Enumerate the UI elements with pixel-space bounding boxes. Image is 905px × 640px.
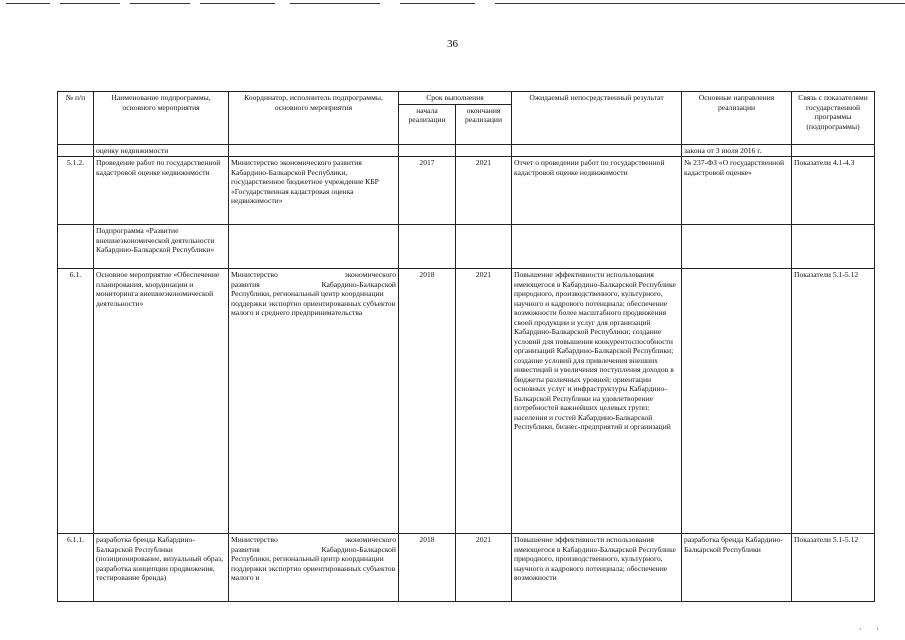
- cell-directions: [682, 269, 792, 534]
- cell-directions: разработка бренда Кабардино-Балкарской Республики: [682, 534, 792, 602]
- cell-directions: № 237-ФЗ «О государственной кадастровой оценке»: [682, 157, 792, 225]
- cell-name: Основное мероприятие «Обеспечение планирования, координации и мониторинга внешнеэкономической деятельности»: [94, 269, 229, 534]
- page-number: 36: [447, 38, 458, 50]
- col-header-coordinator: Координатор, исполнитель подпрограммы, основного мероприятия: [229, 92, 399, 145]
- cell-link: Показатели 4.1-4.3: [792, 157, 875, 225]
- cell-result: Отчет о проведении работ по государственной кадастровой оценке недвижимости: [512, 157, 682, 225]
- program-table: [57, 91, 875, 602]
- cell-coordinator: Министерство экономического развития Кабардино-Балкарской Республики, региональный центр координации поддержки экспортно ориентированных субъектов малого и среднего предпринимательства: [229, 269, 399, 534]
- cell-num: 6.1.: [58, 269, 94, 534]
- cell-start: 2018: [399, 534, 456, 602]
- cell-end: 2021: [456, 269, 512, 534]
- cell-name: разработка бренда Кабардино-Балкарской Республики (позиционирование, визуальный образ, разработка концепции продвижения, тестирование бренда): [94, 534, 229, 602]
- cell-end: 2021: [456, 157, 512, 225]
- cell-subprogram: Подпрограмма «Развитие внешнеэкономической деятельности Кабардино-Балкарской Республики»: [94, 225, 229, 269]
- table-row: [58, 144, 875, 157]
- table-row: [58, 157, 875, 225]
- table-row: [58, 534, 875, 602]
- cell-name: Проведение работ по государственной кадастровой оценке недвижимости: [94, 157, 229, 225]
- cell-name: оценку недвижимости: [94, 144, 229, 157]
- cell-link: Показатели 5.1-5.12: [792, 269, 875, 534]
- cell-end: 2021: [456, 534, 512, 602]
- col-header-name: Наименование подпрограммы, основного мероприятия: [94, 92, 229, 145]
- col-header-directions: Основные направления реализации: [682, 92, 792, 145]
- cell-result: Повышение эффективности использования имеющегося в Кабардино-Балкарской Республике природного, производственного, культурного, научного и кадрового потенциала; обеспечение возможности более масштабного продвижения своей продукции и услуг для организаций Кабардино-Балкарской Республики; создание условий для повышения конкурентоспособности организаций Кабардино-Балкарской Республики; создание условий для привлечения внешних инвестиций и увеличения поступления доходов в бюджеты различных уровней; ориентации основных услуг и инфраструктуры Кабардино-Балкарской Республики на удовлетворение потребностей важнейших целевых групп: населения и гостей Кабардино-Балкарской Республики, бизнес-предприятий и организаций: [512, 269, 682, 534]
- cell-coordinator: Министерство экономического развития Кабардино-Балкарской Республики, государственное бюджетное учреждение КБР «Государственная кадастровая оценка недвижимости»: [229, 157, 399, 225]
- col-header-end: окончания реализации: [456, 104, 512, 144]
- col-header-start: начала реализации: [399, 104, 456, 144]
- cell-link: Показатели 5.1-5.12: [792, 534, 875, 602]
- scan-marks: · ·: [858, 624, 885, 634]
- top-rule: [400, 3, 475, 4]
- col-header-result: Ожидаемый непосредственный результат: [512, 92, 682, 145]
- top-rule: [200, 3, 275, 4]
- cell-start: 2017: [399, 157, 456, 225]
- cell-start: 2018: [399, 269, 456, 534]
- cell-num: 5.1.2.: [58, 157, 94, 225]
- top-rule: [6, 3, 50, 4]
- col-header-link: Связь с показателями государственной программы (подпрограммы): [792, 92, 875, 145]
- cell-coordinator: Министерство экономического развития Кабардино-Балкарской Республики, региональный центр координации поддержки экспортно ориентированных субъектов малого и: [229, 534, 399, 602]
- top-rule: [495, 3, 905, 4]
- top-rule: [60, 3, 120, 4]
- header-row: [58, 92, 875, 105]
- table-row: [58, 269, 875, 534]
- top-rule: [290, 3, 380, 4]
- table-row: [58, 225, 875, 269]
- col-header-num: № п/п: [58, 92, 94, 145]
- cell-num: 6.1.1.: [58, 534, 94, 602]
- col-header-period: Срок выполнения: [399, 92, 512, 105]
- cell-result: Повышение эффективности использования имеющегося в Кабардино-Балкарской Республике природного, производственного, культурного, научного и кадрового потенциала; обеспечение возможности: [512, 534, 682, 602]
- cell-directions: закона от 3 июля 2016 г.: [682, 144, 792, 157]
- top-rule: [130, 3, 190, 4]
